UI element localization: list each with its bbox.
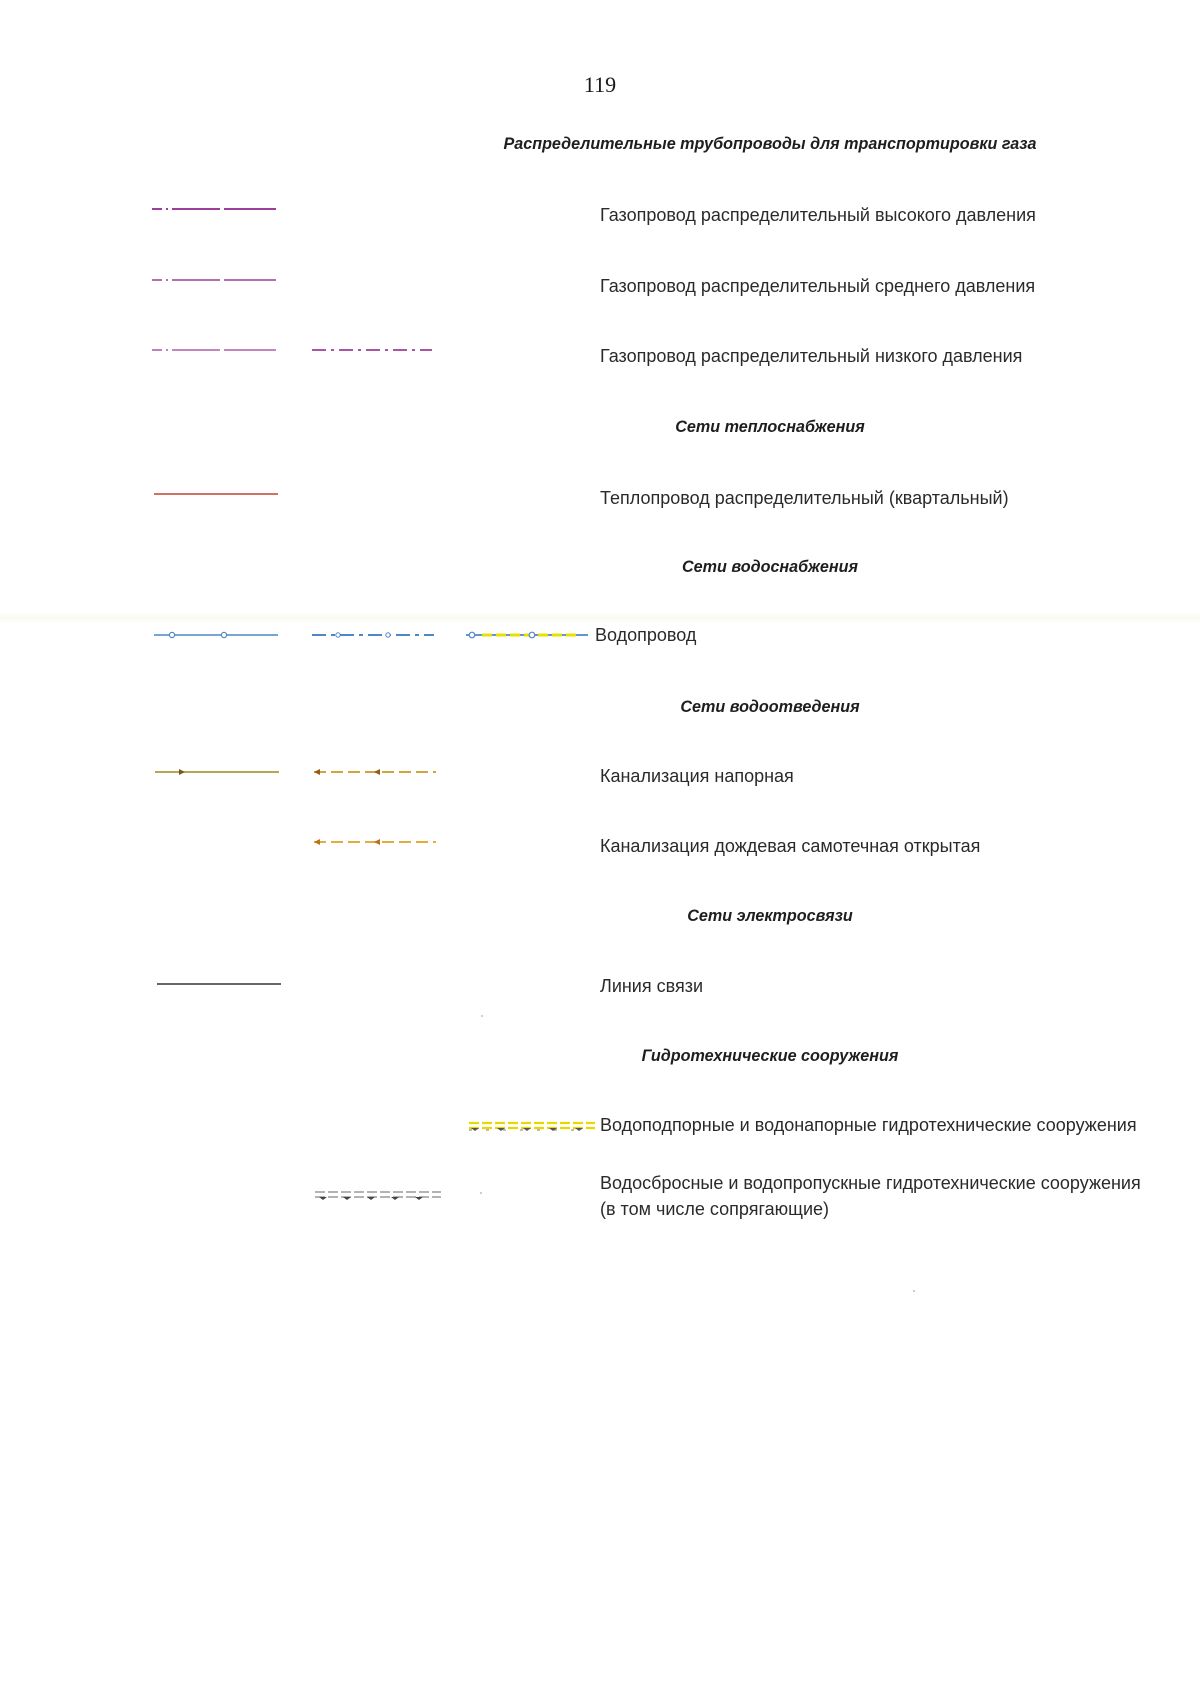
scan-speck <box>480 1192 482 1194</box>
scan-speck <box>913 1290 915 1292</box>
symbol-sewer-rain-dashed <box>312 836 442 848</box>
section-heading-water: Сети водоснабжения <box>682 557 858 576</box>
section-heading-gas: Распределительные трубопроводы для транспортировки газа <box>503 134 1037 153</box>
symbol-hydro-retaining <box>467 1118 597 1134</box>
symbol-sewer-pressure-solid <box>153 766 283 778</box>
label-water: Водопровод <box>595 625 697 645</box>
label-gas-medium: Газопровод распределительный среднего давления <box>600 276 1036 296</box>
symbol-gas-low-dashed <box>310 344 440 356</box>
section-heading-sewer: Сети водоотведения <box>680 697 860 716</box>
symbol-sewer-pressure-dashed <box>312 766 442 778</box>
label-sewer-rain: Канализация дождевая самотечная открытая <box>600 836 981 856</box>
label-hydro-spillway: Водосбросные и водопропускные гидротехнические сооружения (в том числе сопрягающие) <box>600 1173 1141 1219</box>
scan-speck <box>481 1015 483 1017</box>
section-heading-telecom: Сети электросвязи <box>687 906 853 925</box>
symbol-telecom-solid <box>155 978 285 990</box>
label-hydro-retaining: Водоподпорные и водонапорные гидротехнические сооружения <box>600 1115 1137 1135</box>
symbol-hydro-spillway <box>313 1187 443 1203</box>
symbol-water-solid <box>152 628 282 642</box>
label-heat: Теплопровод распределительный (квартальный) <box>600 488 1009 508</box>
label-gas-high: Газопровод распределительный высокого давления <box>600 205 1036 225</box>
section-heading-hydro: Гидротехнические сооружения <box>641 1046 899 1065</box>
label-telecom: Линия связи <box>600 976 704 996</box>
symbol-water-dashed <box>310 628 440 642</box>
symbol-heat-solid <box>152 488 282 500</box>
label-sewer-pressure: Канализация напорная <box>600 766 794 786</box>
symbol-water-yellow <box>462 627 592 643</box>
symbol-gas-low-solid <box>150 344 280 356</box>
section-heading-heat: Сети теплоснабжения <box>675 417 865 436</box>
page-number: 119 <box>583 72 617 97</box>
symbol-gas-medium-solid <box>150 274 280 286</box>
symbol-gas-high-solid <box>150 203 280 215</box>
label-gas-low: Газопровод распределительный низкого давления <box>600 346 1023 366</box>
